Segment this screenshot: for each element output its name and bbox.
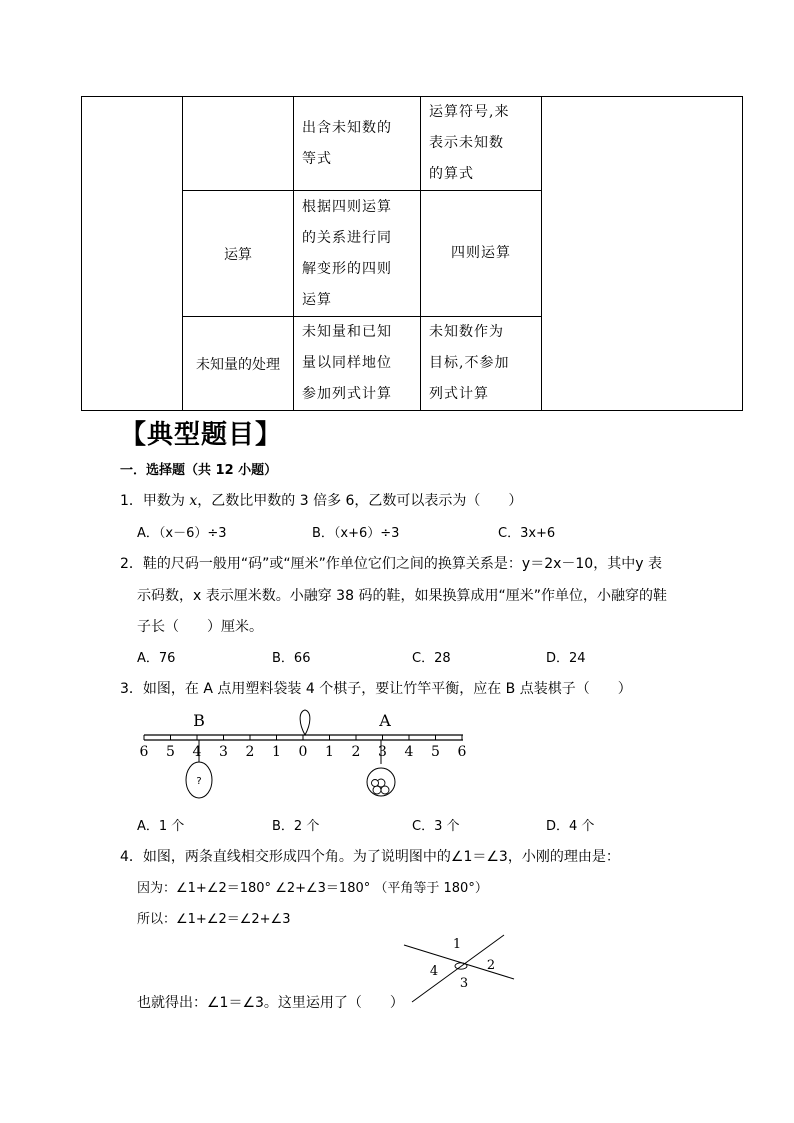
- cell-line: 解变形的四则: [302, 260, 392, 277]
- table-cell-empty-right: [542, 97, 743, 411]
- stem-part: 1．甲数为: [120, 493, 190, 509]
- q1-option-a[interactable]: A．（x－6）÷3: [137, 526, 227, 541]
- question-4-because: 因为：∠1+∠2＝180° ∠2+∠3＝180° （平角等于 180°）: [137, 881, 488, 896]
- beam-tick-label: 6: [139, 744, 149, 760]
- cell-line: 表示未知数: [429, 135, 504, 151]
- table-cell: [294, 97, 421, 191]
- table-cell: [421, 97, 542, 191]
- cell-line: 未知数作为: [429, 324, 504, 340]
- table-cell-empty-left: [82, 97, 183, 411]
- table-cell: [421, 317, 542, 411]
- cell-line: 的算式: [429, 166, 474, 182]
- balance-beam-figure: [136, 704, 476, 808]
- bag-question-mark: ?: [196, 776, 202, 787]
- beam-tick-label: 1: [272, 744, 281, 760]
- q2-option-b[interactable]: B．66: [272, 651, 311, 666]
- label-b: B: [193, 711, 205, 730]
- beam-ticks: [140, 735, 467, 760]
- variable-x: x: [189, 493, 198, 509]
- q3-option-a[interactable]: A．1 个: [137, 819, 185, 834]
- cell-line: 未知量和已知: [302, 324, 392, 340]
- beam-tick-label: 1: [325, 744, 334, 760]
- beam-tick-label: 6: [457, 744, 467, 760]
- question-2-line-1: [120, 553, 662, 573]
- q2-option-a[interactable]: A．76: [137, 651, 176, 666]
- q2-option-d[interactable]: D．24: [546, 651, 586, 666]
- cell-line: 列式计算: [429, 386, 489, 402]
- table-cell-empty: [183, 97, 294, 191]
- q2-option-c[interactable]: C．28: [412, 651, 451, 666]
- cell-line: 量以同样地位: [302, 355, 392, 371]
- stem-part: y 表: [635, 556, 662, 572]
- section-subtitle: 一．选择题（共 12 小题）: [120, 463, 278, 478]
- angle-label-2: 2: [486, 958, 496, 973]
- table-cell: 四则运算: [421, 191, 542, 317]
- q3-option-c[interactable]: C．3 个: [412, 819, 460, 834]
- q1-option-b[interactable]: B．（x+6）÷3: [312, 526, 400, 541]
- question-4-stem: 4．如图，两条直线相交形成四个角。为了说明图中的∠1＝∠3，小刚的理由是：: [120, 849, 620, 865]
- table-cell: [294, 191, 421, 317]
- section-title: 【典型题目】: [120, 420, 283, 450]
- table-cell-operation: 运算: [183, 191, 294, 317]
- q3-option-d[interactable]: D．4 个: [546, 819, 595, 834]
- beam-tick-label: 2: [351, 744, 361, 760]
- cell-line: 等式: [302, 150, 332, 167]
- q3-option-b[interactable]: B．2 个: [272, 819, 320, 834]
- cell-line: 参加列式计算: [302, 386, 392, 402]
- question-1-stem: [120, 490, 522, 510]
- beam-tick-label: 5: [431, 744, 440, 760]
- angle-label-3: 3: [459, 976, 469, 991]
- cell-line: 的关系进行同: [302, 229, 392, 246]
- label-a: A: [379, 711, 391, 730]
- chess-piece-icon: [372, 780, 379, 787]
- pivot-hanger-icon: [300, 710, 310, 735]
- beam-tick-label: 3: [378, 744, 387, 760]
- beam-tick-label: 4: [192, 744, 202, 760]
- question-4-conclusion: 也就得出：∠1＝∠3。这里运用了（ ）: [137, 995, 404, 1011]
- stem-part: 2．鞋的尺码一般用“码”或“厘米”作单位它们之间的换算关系是：: [120, 556, 522, 572]
- intersecting-lines-figure: [400, 932, 518, 1006]
- beam-tick-label: 3: [219, 744, 228, 760]
- question-4-so: 所以：∠1+∠2＝∠2+∠3: [137, 912, 291, 927]
- table-cell-unknown-handling: 未知量的处理: [183, 317, 294, 411]
- stem-part: y＝2x－10，其中: [521, 556, 636, 572]
- comparison-table: [81, 96, 743, 411]
- beam-tick-label: 4: [404, 744, 414, 760]
- table-cell: [294, 317, 421, 411]
- cell-line: 目标,不参加: [429, 355, 510, 371]
- angle-label-1: 1: [452, 937, 462, 952]
- question-2-line-2: 示码数，x 表示厘米数。小融穿 38 码的鞋，如果换算成用“厘米”作单位，小融穿的鞋: [137, 588, 667, 604]
- question-2-line-3: 子长（ ）厘米。: [137, 619, 263, 635]
- beam-tick-label: 2: [245, 744, 255, 760]
- q1-option-c[interactable]: C．3x+6: [498, 526, 556, 541]
- cell-line: 运算: [302, 291, 332, 308]
- cell-line: 运算符号,来: [429, 104, 510, 120]
- stem-part: ，乙数比甲数的 3 倍多 6，乙数可以表示为（ ）: [197, 493, 523, 509]
- angle-label-4: 4: [429, 964, 439, 979]
- beam-tick-label: 5: [166, 744, 175, 760]
- question-3-stem: 3．如图，在 A 点用塑料袋装 4 个棋子，要让竹竿平衡，应在 B 点装棋子（ ）: [120, 681, 632, 697]
- cell-line: 根据四则运算: [302, 198, 392, 215]
- beam-tick-label: 0: [298, 744, 308, 760]
- cell-line: 出含未知数的: [302, 119, 392, 136]
